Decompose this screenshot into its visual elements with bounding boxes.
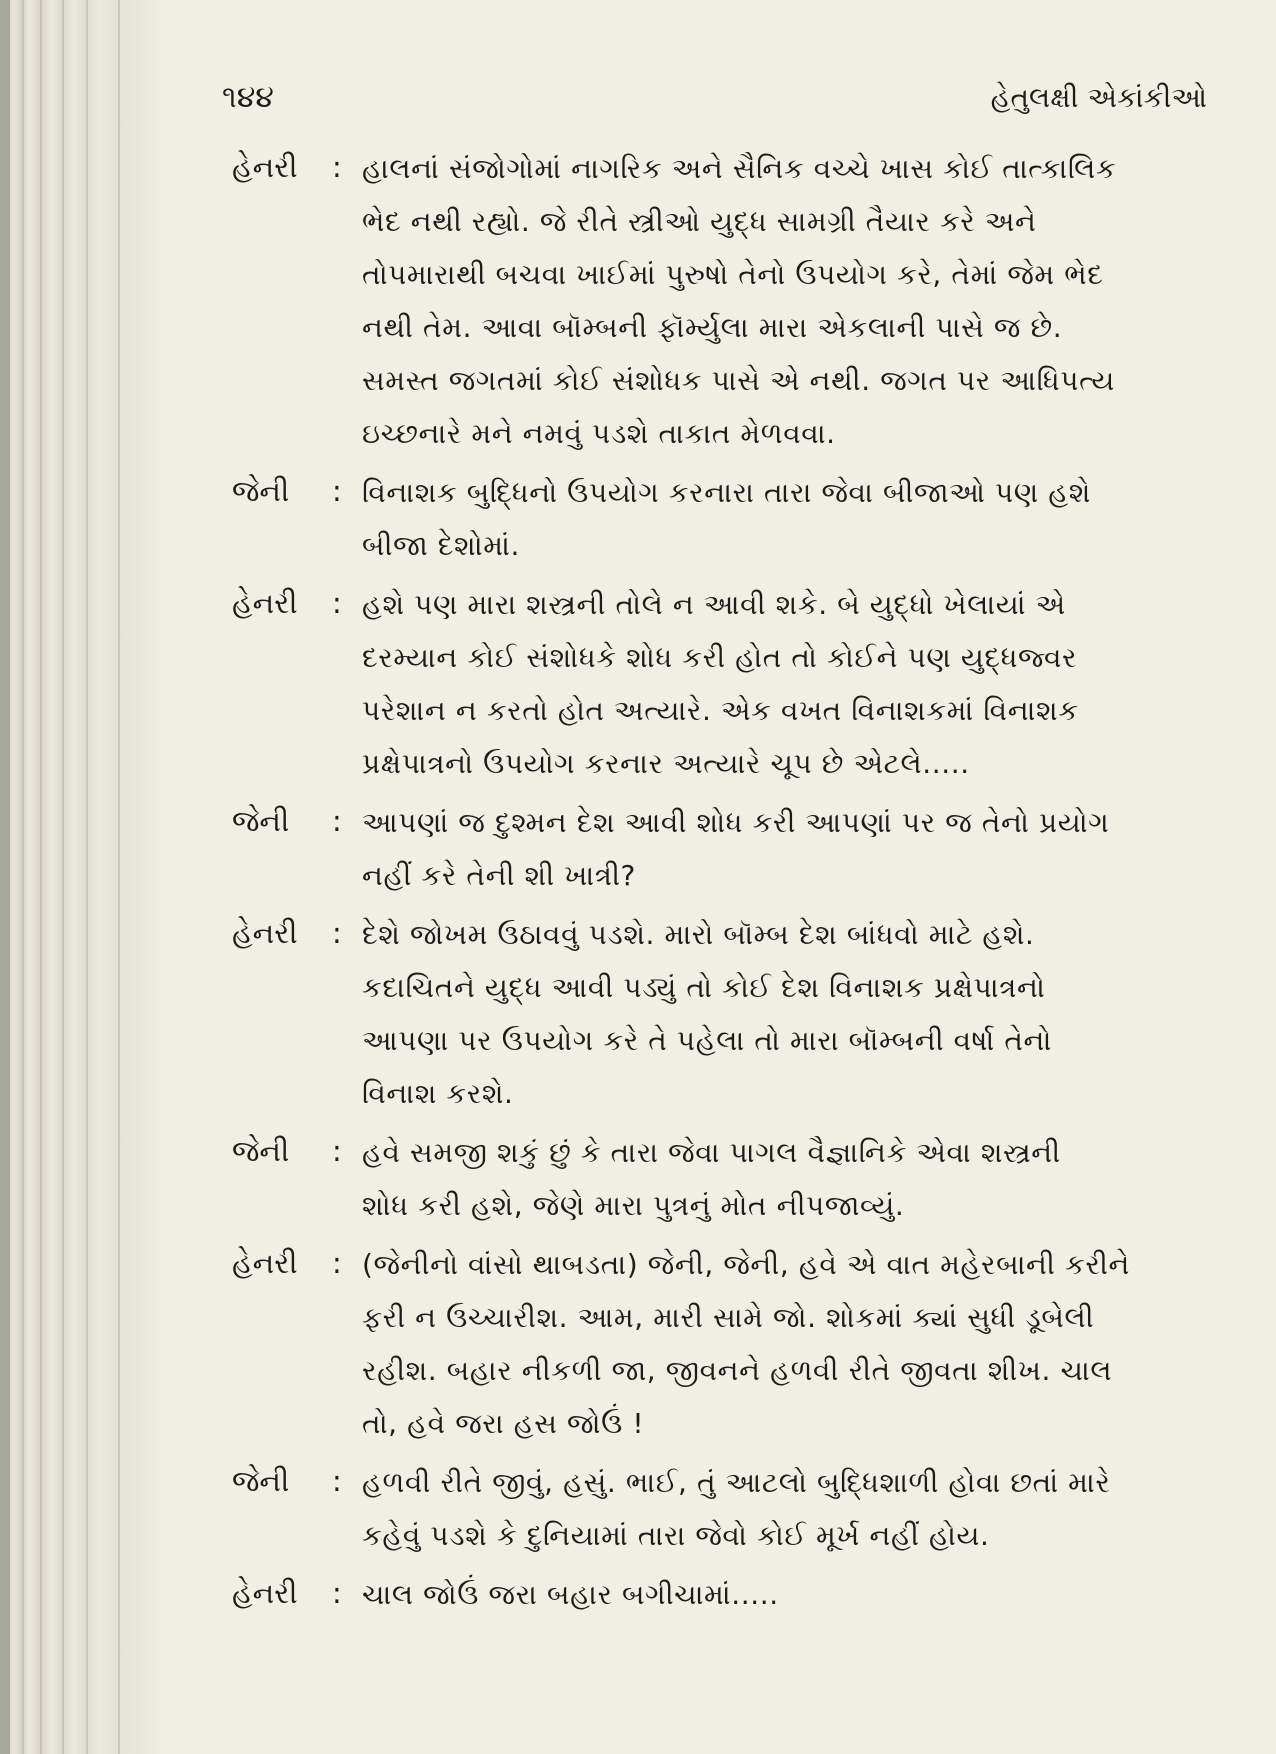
dialogue-entry [232, 1456, 1207, 1562]
speaker-name: હેનરી [232, 150, 298, 184]
dialogue-line: આપણાં જ દુશ્મન દેશ આવી શોધ કરી આપણાં પર જ તેનો પ્રયોગ [362, 806, 1110, 839]
dialogue-line: હવે સમજી શકું છું કે તારા જેવા પાગલ વૈજ્ઞાનિકે એવા શસ્ત્રની [362, 1136, 1061, 1169]
speaker-colon: : [332, 804, 342, 838]
dialogue-line: સમસ્ત જગતમાં કોઈ સંશોધક પાસે એ નથી. જગત પર આધિપત્ય [362, 364, 1115, 397]
speaker-name: જેની [232, 1464, 290, 1498]
book-binding [0, 0, 160, 1754]
speaker-colon: : [332, 1246, 342, 1280]
page-edge [86, 0, 88, 1754]
page-edge [40, 0, 42, 1754]
page-number: ૧૪૪ [222, 80, 274, 115]
book-title: હેતુલક્ષી એકાંકીઓ [990, 81, 1207, 114]
dialogue-line: આપણા પર ઉપયોગ કરે તે પહેલા તો મારા બૉમ્બની વર્ષા તેનો [362, 1024, 1052, 1057]
dialogue-line: વિનાશ કરશે. [362, 1077, 514, 1110]
dialogue-entry [232, 1568, 1207, 1621]
dialogue-line: નહીં કરે તેની શી ખાત્રી? [362, 859, 637, 892]
dialogue-line: (જેનીનો વાંસો થાબડતા) જેની, જેની, હવે એ વાત મહેરબાની કરીને [362, 1248, 1130, 1281]
dialogue-line: દરમ્યાન કોઈ સંશોધકે શોધ કરી હોત તો કોઈને પણ યુદ્ધજ્વર [362, 641, 1078, 674]
speaker-name: જેની [232, 1134, 290, 1168]
dialogue-line: પ્રક્ષેપાત્રનો ઉપયોગ કરનાર અત્યારે ચૂપ છે એટલે..... [362, 747, 970, 780]
speaker-name: હેનરી [232, 1246, 298, 1280]
dialogue-line: તોપમારાથી બચવા ખાઈમાં પુરુષો તેનો ઉપયોગ કરે, તેમાં જેમ ભેદ [362, 258, 1104, 291]
speaker-colon: : [332, 586, 342, 620]
dialogue-line: હશે પણ મારા શસ્ત્રની તોલે ન આવી શકે. બે યુદ્ધો ખેલાયાં એ [362, 588, 1066, 621]
speaker-name: જેની [232, 804, 290, 838]
dialogue-line: નથી તેમ. આવા બૉમ્બની ફૉર્મ્યુલા મારા એકલાની પાસે જ છે. [362, 311, 1063, 344]
book-spine [0, 0, 10, 1754]
dialogue-line: ચાલ જોઉં જરા બહાર બગીચામાં..... [362, 1578, 779, 1611]
dialogue-entry [232, 908, 1207, 1120]
speaker-colon: : [332, 150, 342, 184]
speaker-colon: : [332, 1576, 342, 1610]
dialogue-line: હાલનાં સંજોગોમાં નાગરિક અને સૈનિક વચ્ચે ખાસ કોઈ તાત્કાલિક [362, 152, 1117, 185]
dialogue-entry [232, 796, 1207, 902]
dialogue-line: પરેશાન ન કરતો હોત અત્યારે. એક વખત વિનાશકમાં વિનાશક [362, 694, 1079, 727]
dialogue-line: ફરી ન ઉચ્ચારીશ. આમ, મારી સામે જો. શોકમાં ક્યાં સુધી ડૂબેલી [362, 1301, 1095, 1334]
dialogue-entry [232, 1238, 1207, 1450]
dialogue-line: હળવી રીતે જીવું, હસું. ભાઈ, તું આટલો બુદ્ધિશાળી હોવા છતાં મારે [362, 1466, 1111, 1499]
speaker-colon: : [332, 1464, 342, 1498]
speaker-name: હેનરી [232, 916, 298, 950]
page-edge [118, 0, 120, 1754]
dialogue-entry [232, 1126, 1207, 1232]
speaker-colon: : [332, 1134, 342, 1168]
speaker-colon: : [332, 474, 342, 508]
dialogue-line: દેશે જોખમ ઉઠાવવું પડશે. મારો બૉમ્બ દેશ બાંધવો માટે હશે. [362, 918, 1035, 951]
dialogue-line: કહેવું પડશે કે દુનિયામાં તારા જેવો કોઈ મૂર્ખ નહીં હોય. [362, 1519, 990, 1552]
speaker-name: હેનરી [232, 1576, 298, 1610]
dialogue-entry [232, 142, 1207, 460]
dialogue-line: રહીશ. બહાર નીકળી જા, જીવનને હળવી રીતે જીવતા શીખ. ચાલ [362, 1354, 1113, 1387]
speaker-name: જેની [232, 474, 290, 508]
dialogue-line: તો, હવે જરા હસ જોઉં ! [362, 1407, 645, 1440]
dialogue [232, 142, 1207, 1627]
page-edge [22, 0, 24, 1754]
speaker-name: હેનરી [232, 586, 298, 620]
speaker-colon: : [332, 916, 342, 950]
dialogue-line: વિનાશક બુદ્ધિનો ઉપયોગ કરનારા તારા જેવા બીજાઓ પણ હશે [362, 476, 1091, 509]
running-head [222, 78, 1207, 122]
dialogue-line: કદાચિતને યુદ્ધ આવી પડ્યું તો કોઈ દેશ વિનાશક પ્રક્ષેપાત્રનો [362, 971, 1046, 1004]
dialogue-line: ભેદ નથી રહ્યો. જે રીતે સ્ત્રીઓ યુદ્ધ સામગ્રી તૈયાર કરે અને [362, 205, 1037, 238]
dialogue-entry [232, 466, 1207, 572]
dialogue-entry [232, 578, 1207, 790]
dialogue-line: ઇચ્છનારે મને નમવું પડશે તાકાત મેળવવા. [362, 417, 836, 450]
dialogue-line: બીજા દેશોમાં. [362, 529, 520, 562]
dialogue-line: શોધ કરી હશે, જેણે મારા પુત્રનું મોત નીપજાવ્યું. [362, 1189, 905, 1222]
page-edge [62, 0, 64, 1754]
